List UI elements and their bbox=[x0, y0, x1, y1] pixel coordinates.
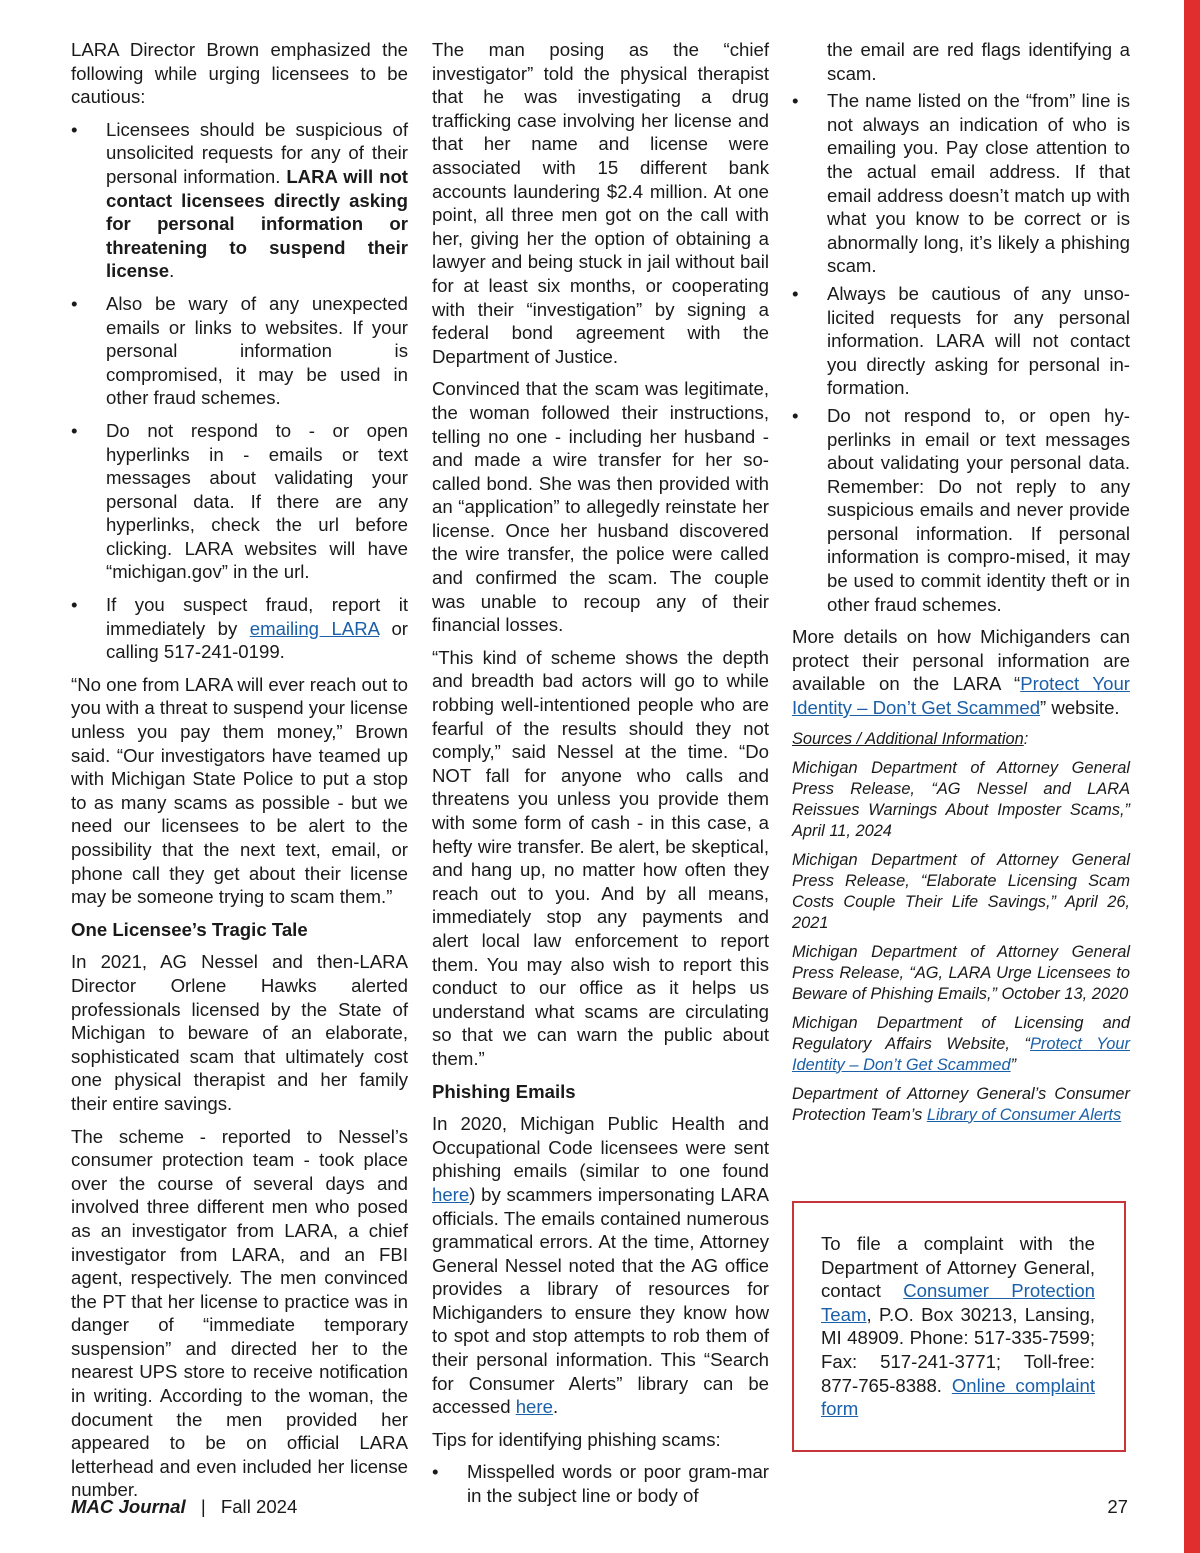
section-heading: Phishing Emails bbox=[432, 1080, 576, 1102]
source-item: Michigan Department of Attorney General Press Release, “AG Nessel and LARA Reissues Warnings About Imposter Scams,” April 11, 2024 bbox=[792, 758, 1130, 840]
page-number: 27 bbox=[1107, 1496, 1128, 1517]
list-item: • The name listed on the “from” line is not always an indication of who is emailing you. Pay close attention to the actual email address. If that email address doesn’t match up with what you know to be correct or is abnormally long, it’s likely a phishing scam. bbox=[792, 89, 1130, 278]
list-item: • Do not respond to - or open hyperlinks in - emails or text messages about validating your personal data. If there are any hyperlinks, check the url before clicking. LARA websites will have “michigan.gov” in the url. bbox=[71, 419, 408, 584]
list-item: • Also be wary of any unexpected emails or links to websites. If your personal information is compromised, it may be used in other fraud schemes. bbox=[71, 292, 408, 410]
intro-paragraph: LARA Director Brown emphasized the following while urging licensees to be cautious: bbox=[71, 39, 408, 108]
sources-heading: Sources / Additional Information: bbox=[792, 729, 1029, 748]
tips-intro: Tips for identifying phishing scams: bbox=[432, 1428, 721, 1450]
issue-label: Fall 2024 bbox=[220, 1496, 298, 1517]
source-item: Michigan Department of Licensing and Regulatory Affairs Website, “Protect Your Identity – Don’t Get Scammed” bbox=[792, 1013, 1130, 1074]
list-item: • Always be cautious of any unso-licited requests for any personal information. LARA will not contact you directly asking for personal in-formation. bbox=[792, 282, 1130, 400]
list-item: • Do not respond to, or open hy-perlinks in email or text messages about validating your personal data. Remember: Do not reply to any suspicious emails and never provide personal information. If personal information is compro-mised, it may be used to commit identity theft or in other fraud schemes. bbox=[792, 404, 1130, 616]
phishing-example-link[interactable]: here bbox=[432, 1183, 470, 1205]
consumer-protection-team-link[interactable]: Consumer Protection Team bbox=[821, 1280, 1095, 1325]
paragraph: The scheme - reported to Nessel’s consumer protection team - took place over the course of several days and involved three different men who posed as an investigator from LARA, a chief investigator from LARA, and an FBI agent, respectively. The men convinced the PT that her license to practice was in danger of “immediate temporary suspension” and directed her to the nearest UPS store to receive notification in writing. According to the woman, the document the men provided her appeared to be on official LARA letterhead and even included her license number. bbox=[71, 1125, 408, 1501]
paragraph: In 2021, AG Nessel and then-LARA Director Orlene Hawks alerted professionals licensed by the State of Michigan to beware of an elaborate, sophisticated scam that ultimately cost one physical therapist and her family their entire savings. bbox=[71, 951, 408, 1114]
list-item: • Misspelled words or poor gram-mar in the subject line or body of bbox=[432, 1460, 769, 1507]
source-item: Michigan Department of Attorney General Press Release, “Elaborate Licensing Scam Costs Couple Their Life Savings,” April 26, 2021 bbox=[792, 850, 1130, 932]
complaint-info-box bbox=[792, 1201, 1126, 1452]
page-footer bbox=[71, 1496, 1128, 1518]
journal-title: MAC Journal bbox=[71, 1496, 186, 1517]
paragraph: In 2020, Michigan Public Health and Occupational Code licensees were sent phishing emails (similar to one found here) by scammers impersonating LARA officials. The emails contained numerous grammatical errors. At the time, Attorney General Nessel noted that the AG office provides a library of resources for Michiganders to ensure they know how to spot and stop attempts to rob them of their personal information. This “Search for Consumer Alerts” library can be accessed here. bbox=[432, 1113, 769, 1418]
right-edge-accent-bar bbox=[1184, 0, 1200, 1553]
column-1 bbox=[71, 38, 408, 1511]
paragraph: Convinced that the scam was legitimate, the woman followed their instructions, telling no one - including her husband - and made a wire transfer for her so-called bond. She was then provided with an “application” to allegedly reinstate her license. Once her husband discovered the wire transfer, the police were called and confirmed the scam. The couple was unable to recoup any of their financial losses. bbox=[432, 378, 769, 636]
consumer-alerts-source-link[interactable]: Library of Consumer Alerts bbox=[926, 1105, 1122, 1124]
protect-identity-source-link[interactable]: Protect Your Identity – Don’t Get Scammed bbox=[792, 1034, 1130, 1074]
list-item: • If you suspect fraud, report it immediately by emailing LARA or calling 517-241-0199. bbox=[71, 593, 408, 664]
footer-separator: | bbox=[200, 1496, 206, 1517]
list-item-continuation: the email are red flags identifying a scam. bbox=[827, 39, 1130, 84]
column-2 bbox=[432, 38, 769, 1517]
brown-quote: “No one from LARA will ever reach out to you with a threat to suspend your license unless you pay them money,” Brown said. “Our investigators have teamed up with Michigan State Police to put a stop to as many scams as possible - but we need our licensees to be alert to the possibility that the next text, email, or phone call they get about their license may be someone trying to scam them.” bbox=[71, 673, 408, 908]
list-item: • Licensees should be suspicious of unsolicited requests for any of their personal information. LARA will not contact licensees directly asking for personal information or threatening to suspend their license. bbox=[71, 118, 408, 283]
emailing-lara-link[interactable]: emailing LARA bbox=[249, 617, 379, 639]
complaint-text: To file a complaint with the Department of Attorney General, contact Consumer Protection Team, P.O. Box 30213, Lansing, MI 48909. Phone: 517-335-7599; Fax: 517-241-3771; Toll-free: 877-765-8388. Online complaint form bbox=[821, 1233, 1095, 1420]
source-item: Michigan Department of Attorney General Press Release, “AG, LARA Urge Licensees to Beware of Phishing Emails,” October 13, 2020 bbox=[792, 942, 1130, 1003]
online-complaint-form-link[interactable]: Online complaint form bbox=[821, 1374, 1095, 1420]
section-heading: One Licensee’s Tragic Tale bbox=[71, 918, 308, 940]
consumer-alerts-library-link[interactable]: here bbox=[515, 1396, 553, 1418]
paragraph: The man posing as the “chief investigator” told the physical therapist that he was investigating a drug trafficking case involving her license and that her name and license were associated with 15 different bank accounts laundering $2.4 million. At one point, all three men got on the call with her, giving her the option of obtaining a lawyer and being stuck in jail without bail for at least six months, or cooperating with their “investigation” by signing a federal bond agreement with the Department of Justice. bbox=[432, 39, 769, 367]
paragraph: More details on how Michiganders can protect their personal information are available on the LARA “Protect Your Identity – Don’t Get Scammed” website. bbox=[792, 626, 1130, 719]
column-3 bbox=[792, 38, 1130, 1134]
nessel-quote: “This kind of scheme shows the depth and breadth bad actors will go to while robbing well-intentioned people who are fearful of the results should they not comply,” said Nessel at the time. “Do NOT fall for anyone who calls and threatens you unless you provide them with some form of cash - in this case, a hefty wire transfer. Be alert, be skeptical, and hang up, no matter how often they reach out to you. And by all means, immediately stop any payments and alert local law enforcement to report them. You may also wish to report this conduct to our office as it helps us understand what scams are circulating so that we can warn the public about them.” bbox=[432, 646, 769, 1069]
source-item: Department of Attorney General’s Consumer Protection Team’s Library of Consumer Alerts bbox=[792, 1084, 1130, 1124]
protect-identity-link[interactable]: Protect Your Identity – Don’t Get Scammed bbox=[792, 673, 1130, 719]
